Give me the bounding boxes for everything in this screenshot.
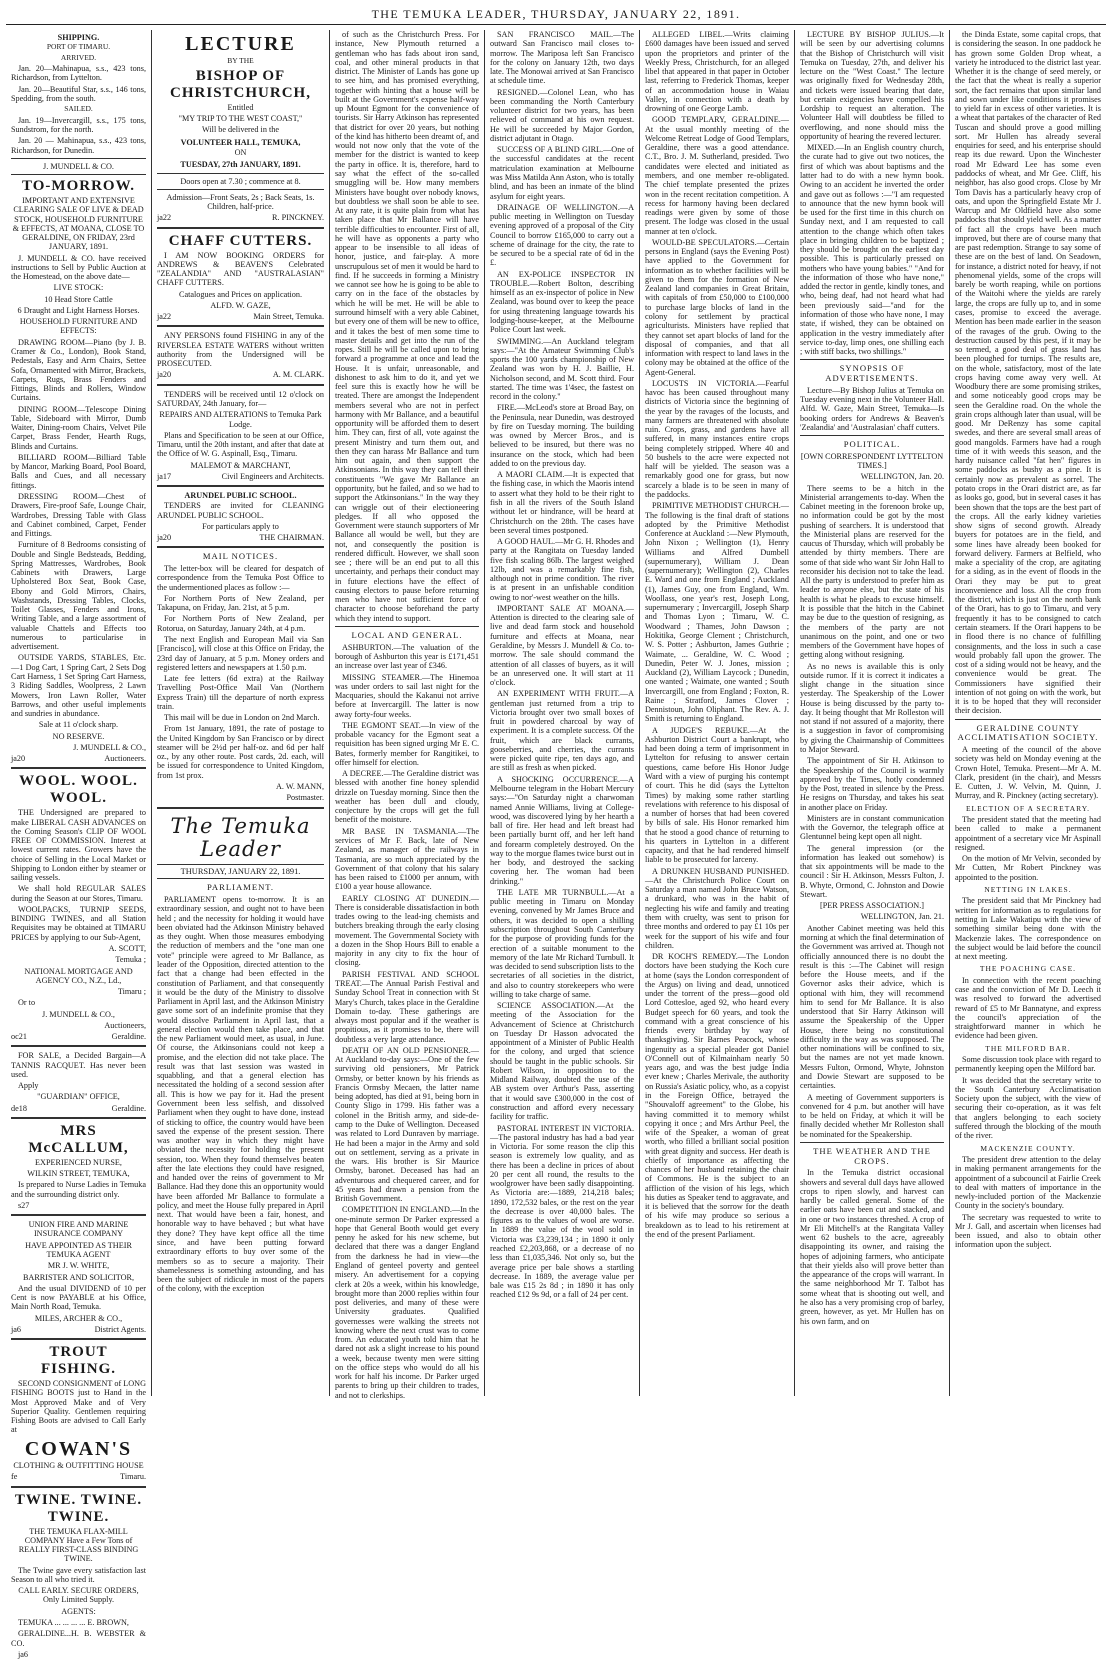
dividend-text: And the usual DIVIDEND of 10 per Cent is now PAYABLE at his Office, Main North Road, Temuka. [11, 1283, 146, 1312]
or-firm: J. MUNDELL & CO., [42, 1009, 115, 1019]
news-item: PASTORAL INTEREST IN VICTORIA.—The pastoral industry has had a bad year in Victoria. For some reason the clip this season is extremely low quality, and as there has been a decline in prices of about 20 per cent all round, the results to the woolgrower have been sadly disappointing. As Victoria are:—1889, 214,218 bales; 1890, 172,532 bales, or the rest on the year the decrease is over 40,000 bales. The figures as to the values of wool are worse. In 1889 the value of the wool sold in Victoria was £3,239,134 ; in 1890 it only reached £2,203,868, or a decrease of no less than £1,035,346. Not only so, but the average price per bale shows a startling decrease. In 1889, the average value per bale was £15 2s 8d ; in 1890 it has only reached £12 9s 9d, or a fall of 24 per cent. [490, 1123, 634, 1300]
editorial-continued: of such as the Christchurch Press. For instance, New Plymouth returned a gentleman who has fads about iron sand, coal, and other mineral products in that district. The Minister of Lands has gone up to see him, and has promised everything, together with hinting that a house will be built at the Government's expense half-way up Mount Egmont for the convenience of tourists. Sir Harry Atkinson has represented that district for over 20 years, but nothing of the kind has hitherto been dreamt of, and would not now only that the vote of the member for the district is wanted to keep the party in office. It is, therefore, hard to say what the effect of the so-called smuggling will be. How many members Ministers have bought over nobody knows, but doubtless we shall soon be able to see. At any rate, it is quite plain from what has taken place that Mr Ballance will have terrible difficulties to encounter. First of all, he will have as opponents a party who appear to be insensible to all ideas of honor, justice, and fair-play. A more unscrupulous set of men it would be hard to find. If he succeeds in forming a Ministry we cannot see how he is going to be able to carry on in the face of the obstacles by which he will be met. He will be able to surround himself with a very able Cabinet, but every one of them will be new to office, and it takes the best of men some time to master details and get into the run of the ropes. Still he will be called upon to bring forward a programme at once and lead the House. It is unfair, unreasonable, and dishonest to ask him to do it, and yet we feel sure this is exactly how he will be treated. There are amongst the Independent members several who are not in perfect harmony with Mr Ballance, and a beautiful opportunity will be afforded them to desert him. They can, first of all, vote against the present Ministry and turn them out, and then they can harass Mr Ballance and turn him out again, and then support the Atkinsonians. In this way they can tell their constituents "We gave Mr Ballance an opportunity, but he failed, and so we had to support the Atkinsonians." In the way they can wriggle out of their electioneering pledges. If all who opposed the Government were staunch supporters of Mr Ballance all would be well, but they are not, and consequently the position is rendered difficult. However, we shall soon see ; there will be an end put to all this uncertainty, and perhaps their conduct may in future elections have the effect of causing electors to pause before returning men who have not sufficient force of character to choose beforehand the party which they intend to support. [335, 30, 479, 623]
news-item: EARLY CLOSING AT DUNEDIN.—There is considerable dissatisfaction in both trades owing to the lead-ing chemists and butchers breaking through the early closing movement. The Governmental Society with a dozen in the Shop Hours Bill to enable a majority in any city to fix the hour of closing. [335, 893, 479, 968]
news-item: SUCCESS OF A BLIND GIRL.—One of the successful candidates at the recent matriculation examination at Melbourne was Miss Matilda Ann Aston, who is totally blind, and has been an inmate of the blind asylum for eight years. [490, 145, 634, 201]
ad-code: ja6 [18, 1649, 29, 1659]
ad-code-line: ja20 THE CHAIRMAN. [157, 533, 324, 543]
political-para: The general impression (or the information has leaked out somehow) is that six appointments will be made to the council : Sir H. Atkinson, Messrs Fulton, J. B. Whyte, Ormond, C. Johnston and Dowie Stewart. [800, 843, 944, 899]
postmaster-name: A. W. MANN, [276, 781, 324, 791]
nmac-place: Timaru ; [117, 987, 146, 997]
news-item: SCIENCE ASSOCIATION.—At the meeting of the Association for the Advancement of Science at Christchurch on Tuesday Dr Hasson advocated the appointment of a Minister of Public Health for the colony, and urged that science should be taught in the public schools. Sir Robert Wilson, in opposition to the Midland Railway, doubted the use of the AB system over Arthur's Pass, asserting that it would save £300,000 in the cost of construction and afford every necessary facility for traffic. [490, 1001, 634, 1122]
apply: Apply [18, 1081, 39, 1091]
ad-code: s27 [18, 1200, 30, 1210]
arrived-heading: ARRIVED. [60, 52, 97, 62]
press-association-heading: [PER PRESS ASSOCIATION.] [820, 901, 924, 911]
nmac: NATIONAL MORTGAGE AND AGENCY CO., N.Z., Ld., [24, 966, 133, 985]
arundel-text: TENDERS are invited for CLEANING ARUNDEL PUBLIC SCHOOL. [157, 501, 324, 520]
stock-line: 10 Head Store Cattle [44, 294, 113, 304]
mail-item: The next English and European Mail via San [Francisco], will close at this Office on Friday, the 23rd day of January, at 5 p.m. Money orders and registered letters and newspapers at 1.50 p.m. [157, 635, 324, 672]
repairs: REPAIRS AND ALTERATIONS to Temuka Park Lodge. [159, 410, 322, 429]
acclimatisation-para: A meeting of the council of the above society was held on Monday evening at the Crown Hotel, Temuka. Present—Mr A. M. Clark, president (in the chair), and Messrs E. Cutten, J. W. Velvin, M. Quinn, J. Murray, and R. Pinckney (acting secretary). [955, 745, 1101, 801]
synopsis-heading: SYNOPSIS OF ADVERTISEMENTS. [825, 363, 919, 383]
gaze-name: ALFD. W. GAZE, [210, 300, 271, 310]
bedrooms: Furniture of 8 Bedrooms consisting of Double and Single Bedsteads, Bedding, Spring Mattresses, Wardrobes, Book Cabinets with Drawers, Large Upholstered Box Seat, Book Case, Ebony and Gold Mirrors, Chairs, Washstands, Dressing Tables, Clocks, Toilet Glasses, Fenders and Irons, Writing Table, and a large assortment of valuable Chattels and Effects too numerous to particularise in advertisement. [11, 540, 146, 652]
news-item: A DECREE.—The Geraldine district was blessed with another fine honey splendid drizzle on Tuesday morning. Since then the weather has been dull and cloudy, conjecture by the crops will get the full benefit of the moisture. [335, 769, 479, 825]
agents-heading: AGENTS: [61, 1606, 96, 1616]
outside-yards: OUTSIDE YARDS, STABLES, Etc. —1 Dog Cart, 1 Spring Cart, 2 Sets Dog Cart Harness, 1 Set Spring Cart Harness, 3 Riding Saddles, Woolpress, 2 Lawn Mowers, Iron Lawn Roller, Water Barrows, and other useful implements and sundries in abundance. [11, 653, 146, 719]
trout-heading: TROUT FISHING. [40, 1344, 117, 1378]
news-item: DEATH OF AN OLD PENSIONER.—At Auckland to-day says:—One of the few surviving old pensioners, Mr Patrick Ormsby, or better known by his friends as Francis Ormsby Mecaen, the latter name being adopted, has died at 91, being born in County Sligo in 1799. His father was a colonel in the British army, and side-de-camp to the Duke of Wellington. Deceased was related to Lord Dunraven by marriage. He had been a major in the Army and sold out on settlement, serving as a private in the wars. His brother is Sir Maurice Ormsby, baronet. Deceased has had an adventurous and chequered career, and for 45 years had drawn a pension from the British Government. [335, 1045, 479, 1204]
acclimatisation-para: The president drew attention to the delay in making permanent arrangements for the appointment of a subcouncil at Fairlie Creek to deal with matters of importance in the newly-included portion of the Mackenzie County in the society's boundary. [955, 1154, 1101, 1211]
by-the: BY THE [227, 55, 254, 65]
news-item: FIRE.—McLeod's store at Broad Bay, on the Peninsula, near Dunedin, was destroyed by fire on Tuesday morning. The building was owned by Mercer Bros., and is believed to be insured, but there was no insurance on the stock, which had been added to on the previous day. [490, 403, 634, 468]
news-item: ALLEGED LIBEL.—Writs claiming £600 damages have been issued and served upon the proprietors and printer of the Weekly Press, Christchurch, for an alleged libel that appeared in that paper in October last, referring to Frederick Thomas, keeper of an accommodation house in Waiau Valley, in connection with a death by drowning of one George Lamb. [645, 30, 789, 114]
news-item: A DRUNKEN HUSBAND PUNISHED.—At the Christchurch Police Court on Saturday a man named John Bruce Watson, a drunkard, who was in the habit of neglecting his wife and family and treating them with cruelty, was sent to prison for three months and ordered to pay £1 10s per week for the support of his wife and four children. [645, 866, 789, 950]
poaching-heading: THE POACHING CASE. [979, 964, 1077, 974]
ad-code: ja20 [11, 754, 26, 764]
lecture-date: TUESDAY, 27th JANUARY, 1891. [180, 160, 301, 170]
political-para: There seems to be a hitch in the Ministerial arrangements to-day. When the Cabinet meeting in the forenoon broke up, no information could be got by the most pushing of searchers. It is understood that the Ministerial plans are reserved for the caucus of Thursday, which will probably be attended by thirty members. There are some of that side who want Sir John Hall to reconsider his decision not to take the lead. All the party is understood to prefer him as leader to anyone else, but the state of his health is what he pleads to excuse himself. It is possible that the hitch in the Cabinet may be due to the question of resigning, as the members of the party are not unanimous on the point, and one or two members of the Government have hopes of getting along without resigning. [800, 483, 944, 660]
sub-agent-place: Temuka ; [115, 955, 146, 965]
news-item: AN EX-POLICE INSPECTOR IN TROUBLE.—Robert Bolton, describing himself as an ex-inspector of police in New Zealand, was bound over to keep the peace for using threatening language towards his lodging-house-keeper, at the Melbourne Police Court last week. [490, 269, 634, 335]
nurse-text: Is prepared to Nurse Ladies in Temuka and the surrounding district only. [11, 1180, 146, 1199]
news-item: DR KOCH'S REMEDY.—The London doctors have been studying the Koch cure at home (says the London correspondent of the Argus) on living and dead, unnoticed under the torrent of the press—good old Lord Cottesloe, aged 92, who heard every Budget speech for 60 years, and took the command with a great conscience of his friends every birthday by way of thanksgiving. Sir Barnes Peacock, whose ingenuity as a special pleader got Daniel O'Connell out of Kilmainham nearly 50 years ago, and was the best judge India ever knew ; Charles Merivale, the authority on Russia's Asiatic policy, who, as a copyist in the Foreign Office, betrayed the "Shouvaloff agreement" to the Globe, his having committed it to memory whilst copying it once ; and Mrs Arthur Peel, the wife of the Speaker, a woman of great worth, who filled a brilliant social position with great dignity and success. Her death is chiefly of importance as affecting the chances of her husband retaining the chair of Commons. He is the subject to an affliction of the vision of his legs, which his duties as Speaker tend to aggravate, and it is believed that the sorrow for the death of his wife may produce so serious a breakdown as to lead to his retirement at the end of the present Parliament. [645, 952, 789, 1239]
news-item: COMPETITION IN ENGLAND.—In the one-minute sermon Dr Parker expressed a hope that General Booth would get every penny he asked for his new scheme, but declared that there was a danger England from the darkness he had in view—the England of genteel poverty and genteel misery. An advertisement for a copying clerk at 20s a week, within his knowledge, brought more than 2000 replies within four post deliveries, and many of these were University graduates. Qualified governesses were walking the streets not knowing where the next crust was to come from. An educated youth told him that he dared not ask a slight increase to his pound a week, because twenty men were sitting on the office steps who would do all his work for half his income. Dr Parker urged parents to bring up their children to trades, and not to clerkships. [335, 1205, 479, 1400]
masthead: THE TEMUKA LEADER, THURSDAY, JANUARY 22, 1891. [6, 4, 1106, 25]
news-item: LOCUSTS IN VICTORIA.—Fearful havoc has been caused throughout many districts of Victoria since the beginning of the year by the ravages of the locusts, and many farmers are threatened with absolute ruin. Crops, grass, and gardens have all suffered, in many instances entire crops being completely stripped. Where 40 and 50 bushels to the acre were expected not half will be yielded. The season was a remarkably good one for grass, but now scarcely a blade is to be seen in many of the paddocks. [645, 378, 789, 500]
weather-text: In the Temuka district occasional showers and several dull days have allowed crops to ripen slowly, and harvest can hardly be called general. Some of the earlier oats have been cut and stacked, and in one or two instances threshed. A crop of Mr Eli Mitchell's at the Rangitata Valley went 62 bushels to the acre, agreeably disappointing its owner, and raising the hopes of adjoining farmers, who anticipate that their yields also will prove better than the appearance of the crops will warrant. In the same neighborhood Mr T. Talbot has some wheat that is shooting out well, and he also has a very promising crop of barley, green, however, as yet. Mr Hullen has on his own farm, and on [800, 1168, 944, 1326]
news-item: A JUDGE'S REBUKE.—At the Ashburton District Court a bankrupt, who had been doing a term of imprisonment in Lyttelton for refusing to answer certain questions, came before His Honor Judge Ward with a view of purging his contempt of court. This he did (says the Lyttelton Times) by making some rather startling revelations with reference to his disposal of a number of horses that had been covered by bills of sale. His Honor remarked him that he stood a good chance of returning to his quarters in Lyttelton in a different capacity, and that he had rendered himself liable to be prosecuted for larceny. [645, 725, 789, 865]
delivered: Will be delivered in the [202, 125, 279, 135]
furniture-heading: HOUSEHOLD FURNITURE AND EFFECTS: [19, 317, 138, 336]
column-4 [485, 30, 640, 1396]
news-item: WOULD-BE SPECULATORS.—Certain persons in England (says the Evening Post) have applied to the Government for information as to whether facilities will be given to them for the formation of New Zealand land companies in Great Britain, with capitals of from £50,000 to £100,000 to purchase large blocks of land in the colony for settlement by practical agriculturists. Ministers have replied that they cannot set apart blocks of land for the disposal of companies, and that all information with respect to land laws in the colony may be obtained at the office of the Agent-General. [645, 237, 789, 377]
sale-description: IMPORTANT AND EXTENSIVE CLEARING SALE OF LIVE & DEAD STOCK, HOUSEHOLD FURNITURE & EFFECTS, AT MOANA, CLOSE TO GERALDINE, ON FRIDAY, 23rd JANUARY, 1891. [12, 196, 145, 252]
no-reserve: NO RESERVE. [52, 731, 105, 741]
acclimatisation-para: On the motion of Mr Velvin, seconded by Mr Cutten, Mr Robert Pinckney was appointed to the position. [955, 854, 1101, 882]
sailed-heading: SAILED. [64, 104, 93, 114]
tenders-text-2: Plans and Specification to be seen at our Office, Timaru, until the 20th instant, and after that date at the Office of W. G. Aspinall, Esq., Timaru. [157, 430, 324, 459]
trout-text: SECOND CONSIGNMENT of LONG FISHING BOOTS just to Hand in the Most Approved Make and of Very Superior Quality. Gentlemen requiring Fishing Boots are advised to Call Early at [11, 1378, 146, 1435]
news-item: IMPORTANT SALE AT MOANA.—Attention is directed to the clearing sale of live and dead farm stock and household furniture and effects at Moana, near Geraldine, by Messrs J. Mundell & Co. to-morrow. The sale should command the attention of all classes of buyers, as it will be an unreserved one. It will start at 11 o'clock. [490, 603, 634, 688]
ad-code-line: fe Timaru. [11, 1472, 146, 1482]
news-item: PRIMITIVE METHODIST CHURCH.—The following is the final draft of stations adopted by the Primitive Methodist Conference at Auckland :—New Plymouth, John Nixon ; Wellington (1), Henry Williams and Alfred Dumbell (supernumerary), William J. Dean (supernumerary); Wellington (2), Charles E. Ward and one from England ; Auckland (1), James Guy, one from England, Wm. Woollass, one year's rest, Joseph Long, supernumerary ; Invercargill, Joseph Sharp and Thomas Lyon ; Timaru, W. C. Woodward ; Thames, John Dawson ; Hokitika, George Clement ; Christchurch, W. S. Potter ; Ashburton, James Guthrie ; Waimate, ... Geraldine, W. C. Wood ; Dunedin, Peter W. J. Jones, mission ; Auckland (2), William Laycock ; Dunedin, one wanted ; Waimate, one wanted ; South Invercargill, one from England ; Foxton, R. Raine ; Stratford, James Clover ; Dennistoun, John Oliphant. The Rev. A. J. Smith is returning to England. [645, 501, 789, 724]
call-early: CALL EARLY. SECURE ORDERS, Only Limited Supply. [18, 1586, 139, 1605]
news-item: SWIMMING.—An Auckland telegram says:—"At the Amateur Swimming Club's sports the 100 yards championship of New Zealand was won by H. J. Baillie, H. Nicholson second, and M. Scott third. Four started. The time was 1'4sec, the fastest on record in the colony." [490, 336, 634, 402]
acclimatisation-para: In connection with the recent poaching case and the conviction of Mr D. Leech it was resolved to forward the advertised reward of £5 to Mr Bannatyne, and express the council's appreciation of the straightforward manner in which he evidence had been given. [955, 975, 1101, 1041]
ad-code-line: ja20 A. M. CLARK. [157, 370, 324, 380]
tenders-text: TENDERS will be received until 12 o'clock on SATURDAY, 24th January, for— [157, 389, 324, 408]
synopsis-text: Lecture—By Bishop Julius at Temuka on Tuesday evening next in the Volunteer Hall. Alfd. W. Gaze, Main Street, Temuka—Is booking orders for Andrews & Beaven's 'Zealandia' and 'Australasian' chaff cutters. [800, 385, 944, 432]
dining-room: DINING ROOM—Telescope Dining Table, Sideboard with Mirror, Dumb Waiter, Dining-room Chairs, Velvet Pile Carpet, Brass Fender, Hearth Rugs, Blinds and Curtains. [11, 404, 146, 451]
nurse-title: EXPERIENCED NURSE, [35, 1157, 122, 1167]
sale-intro: J. MUNDELL & CO. have received instructions to Sell by Public Auction at the Homestead, on the above date— [11, 253, 146, 282]
entitled: Entitled [227, 102, 254, 112]
auctioneer-firm: J. MUNDELL & CO., [73, 742, 146, 752]
wool-text-2: We shall hold REGULAR SALES during the Season at our Stores, Timaru. [11, 884, 146, 903]
acclimatisation-para: It was decided that the secretary write to the South Canterbury Acclimatisation Society upon the subject, with the view of securing their co-operation, as it was felt that anglers belonging to each society suffered through the blocking of the mouth of the river. [955, 1075, 1101, 1141]
lecture-title: "MY TRIP TO THE WEST COAST," [178, 114, 303, 124]
mail-item: The letter-box will be cleared for despatch of correspondence from the Temuka Post Office to the undermentioned places as follow :— [157, 564, 324, 592]
dateline: WELLINGTON, Jan. 20. [860, 472, 944, 482]
news-item: A GOOD HAUL.—Mr G. H. Rhodes and party at the Rangitata on Tuesday landed five fish scaling 86lb. The largest weighed 12lb, and was a remarkably fine fish, although not in prime condition. The river is at present in an unfishable condition owing to nor'-west weather on the hills. [490, 537, 634, 602]
newspaper-page [6, 4, 1106, 1659]
cowan-sub: CLOTHING & OUTFITTING HOUSE [13, 1461, 144, 1471]
fishing-notice: ANY PERSONS found FISHING in any of the RIVERSLEA ESTATE WATERS without written authority from the Undersigned will be PROSECUTED. [157, 331, 324, 369]
for-sale-ad: FOR SALE, a Decided Bargain—A TANNIS RACQUET. Has never been used. [11, 1051, 146, 1079]
agent-line: GERALDINE...H. B. WEBSTER & CO. [11, 1629, 146, 1648]
news-item: SAN FRANCISCO MAIL.—The outward San Francisco mail closes to-morrow. The Mariposa left San Francisco for the colony on January 12th, two days late. The Monowai arrived at San Francisco at schedule time. [490, 30, 634, 86]
hall-name: VOLUNTEER HALL, TEMUKA, [180, 137, 301, 147]
dressing-room: DRESSING ROOM—Chest of Drawers, Fire-proof Safe, Lounge Chair, Wardrobes, Dressing Table with Glass and Cabinet combined, Carpet, Fender and Fittings. [11, 491, 146, 539]
acclimatisation-para: Some discussion took place with regard to permanently keeping open the Milford bar. [955, 1055, 1101, 1074]
woolpacks-text: WOOLPACKS, TURNIP SEEDS, BINDING TWINES, and all Station Requisites may be obtained at TIMARU PRICES by applying to our Sub-Agent, [11, 904, 146, 942]
mail-item: From 1st January, 1891, the rate of postage to the United Kingdom by San Francisco or by direct steamer will be 2½d per half-oz. and 6d per half oz., by any other route. Post cards, 2d. each, will be issued for correspondence to United Kingdom, from 1st prox. [157, 724, 324, 780]
mail-item: For Northern Ports of New Zealand, per Rotorua, on Saturday, January 24th, at 4 p.m. [157, 614, 324, 633]
ad-code-line: de18 Geraldine. [11, 1103, 146, 1113]
acclimatisation-para: The president said that Mr Pinckney had written for information as to regulations for netting in Lake Wakatipu with the view of something similar being done with the Mackenzie lakes. The correspondence on the subject would be laid before the council at next meeting. [955, 896, 1101, 962]
chaff-heading: CHAFF CUTTERS. [168, 232, 313, 249]
wool-text: THE Undersigned are prepared to make LIBERAL CASH ADVANCES on the Coming Season's CLIP OF WOOL FREE OF COMMISSION. Interest at lowest current rates. Growers have the choice of Selling in the Local Market or Shipping to London either by steamer or sailing vessels. [11, 808, 146, 883]
port-heading: PORT OF TIMARU. [46, 42, 111, 52]
dateline: WELLINGTON, Jan. 21. [860, 912, 944, 922]
arrived-line: Jan. 20—Beautiful Star, s.s., 146 tons, Spedding, from the south. [11, 84, 146, 103]
miles-archer: MILES, ARCHER & CO., [34, 1313, 123, 1323]
local-general-heading: LOCAL AND GENERAL. [351, 630, 463, 640]
news-item: A SHOCKING OCCURRENCE.—A Melbourne telegram in the Hobart Mercury says:—"On Saturday night a charwoman named Annie Williams, living at College-wood, was discovered lying by her hearth a ball of fire. Her head and left breast had been partially burnt off, and her left hand and forearm completely destroyed. On the way to the morgue flames twice burst out in her body, and destroyed the sacking covering her. The woman had been drinking." [490, 774, 635, 886]
netting-heading: NETTING IN LAKES. [984, 884, 1072, 894]
postmaster-role: Postmaster. [286, 793, 324, 803]
political-heading: POLITICAL. [843, 439, 901, 450]
arundel-heading: ARUNDEL PUBLIC SCHOOL. [184, 491, 297, 501]
union-text: HAVE APPOINTED AS THEIR TEMUKA AGENT [25, 1240, 132, 1259]
stock-line: 6 Draught and Light Harness Horses. [17, 305, 140, 315]
political-para: As no news is available this is only outside rumor. If it is correct it indicates a slight change in the situation since yesterday. The Speakership of the Lower House is being discussed by the party to-day. It being thought that Mr Rolleston will not stand if not assured of a majority, there is a suggestion in favor of compromising by giving the Chairmanship of Committees to Major Steward. [800, 661, 944, 754]
twine-heading: TWINE. TWINE. TWINE. [14, 1491, 143, 1525]
auctioneer-role: ja20 Auctioneers. [11, 754, 146, 764]
admission: Admission—Front Seats, 2s ; Back Seats, 1s. Children, half-price. [166, 192, 315, 212]
paper-date: THURSDAY, JANUARY 22, 1891. [157, 864, 324, 879]
twine-text: THE TEMUKA FLAX-MILL COMPANY Have a Few Tons of REALLY FIRST-CLASS BINDING TWINE. [18, 1526, 139, 1564]
live-stock-heading: LIVE STOCK: [53, 283, 104, 293]
sailed-line: Jan. 19—Invercargill, s.s., 175 tons, Sundstrom, for the north. [11, 115, 146, 134]
sale-time: Sale at 11 o'clock sharp. [38, 720, 119, 730]
news-item: RESIGNED.—Colonel Lean, who has been commanding the North Canterbury volunteer district for two years, has been relieved of command at his own request. He will be succeeded by Major Gordon, district adjutant in Otago. [490, 87, 634, 143]
column-7 [950, 30, 1106, 1396]
milford-heading: THE MILFORD BAR. [985, 1043, 1071, 1053]
guardian-office: "GUARDIAN" OFFICE, [37, 1092, 120, 1102]
white-name: MR J. W. WHITE, [47, 1261, 110, 1271]
parliament-text: PARLIAMENT opens to-morrow. It is an extraordinary session, and ought not to have been held ; and the necessity for holding it would have been obviated had the Atkinson Ministry behaved as they ought. When those measures embodying the reduction of members and the "one man one vote" principle were agreed to Mr Ballance, as leader of the Opposition, directed attention to the fact that a change had been effected in the constitution of Parliament, and that consequently it would be the duty of the Ministry to dissolve Parliament in April last, and the Atkinson Ministry gave some sort of an indefinite promise that they would dissolve Parliament in April last, that a general election would then take place, and that the new Parliament would meet, as usual, in June. Of course, the Atkinsonians could not keep a promise, and the election did not take place. The result was that last session was wasted in squabbling, and that a general election has necessitated the holding of a second session after all. This is how we pay for it. Had the present Government been less selfish, and dissolved Parliament when they ought to have done, instead of sticking to office, the country would have been saved the expense of the present session. There was another way in which they might have obviated the necessity for holding the present session, too. When they found themselves beaten after the late elections they could have resigned, and handed over the reins of government to Mr Ballance. Had they done this an opportunity would have been afforded Mr Ballance to formulate a policy, and meet the House fully prepared in April next. That would have been a fair, honest, and honorable way to have behaved ; but what have they done? They have kept office all the time since, and have been putting forward extraordinary efforts to buy over some of the members so as to secure a majority. Their shamelessness is something astounding, and has been the subject of ridicule in most of the papers of the colony, with the exception [157, 895, 324, 1294]
ad-code-line: ja22 R. PINCKNEY. [157, 213, 324, 223]
wilkin-street: WILKIN STREET, TEMUKA, [27, 1169, 130, 1179]
column-6 [795, 30, 950, 1396]
acclimatisation-para: The secretary was requested to write to Mr J. Gall, and ascertain when licenses had been issued, and also to obtain other information upon the subject. [955, 1212, 1101, 1250]
news-item: AN EXPERIMENT WITH FRUIT.—A gentleman just returned from a trip to Victoria brought over two small boxes of fruit in powdered charcoal by way of experiment. It is a complete success. Of the fruit, which are black currants, gooseberries, and cherries, the currants were picked quite ripe, ten days ago, and are still as fresh as when picked. [490, 689, 634, 773]
twine-text-2: The Twine gave every satisfaction last Season to all who tried it. [11, 1565, 146, 1584]
agent-line: TEMUKA ... ... ... ... E. BROWN, [18, 1617, 129, 1627]
ad-code-line: ja22 Main Street, Temuka. [157, 312, 324, 322]
barrister: BARRISTER AND SOLICITOR, [22, 1272, 135, 1282]
mail-item: For Northern Ports of New Zealand, per Takapuna, on Friday, Jan. 21st, at 5 p.m. [157, 593, 324, 613]
union-heading: UNION FIRE AND MARINE INSURANCE COMPANY [28, 1220, 129, 1239]
or-role: Auctioneers, [104, 1020, 146, 1030]
secretary-heading: ELECTION OF A SECRETARY. [965, 803, 1091, 813]
arundel-text-2: For particulars apply to [202, 521, 279, 531]
weather-heading: THE WEATHER AND THE CROPS. [813, 1145, 931, 1166]
tomorrow-heading: TO-MORROW. [22, 178, 135, 195]
mail-heading: MAIL NOTICES. [202, 551, 279, 562]
news-item: ASHBURTON.—The valuation of the borough of Ashburton this year is £171,451 an increase over last year of £346. [335, 642, 479, 671]
ad-code-line: ja17 Civil Engineers and Architects. [157, 471, 324, 481]
news-item: GOOD TEMPLARY, GERALDINE.—At the usual monthly meeting of the Welcome Retreat Lodge of Good Templars, Geraldine, there was a good attendance. C.T., Bro. J. M. Sutherland, presided. Two candidates were elected and initiated as members, and one member re-obligated. The chief template presented the prizes won in the recent recitation competition. A recess for harmony having been declared readings were given by some of those present. The lodge was closed in the usual manner at ten o'clock. [645, 115, 789, 236]
on: ON [234, 148, 247, 157]
mail-item: Late fee letters (6d extra) at the Railway Travelling Post-Office Mail Van (Northern Express Train) till the departure of north express train. [157, 674, 324, 711]
weather-continued: the Dinda Estate, some capital crops, that is considering the season. In one paddock he has grown some Golden Drop wheat, a variety he introduced to the district last year. Whether it is the change of seed merely, or the fact that the wheat is really a superior sort, the fact remains that upon similar land and sown under like conditions it promises to yield far in excess of other varieties. It is a wheat that partakes of the character of Red Tuscan and should prove a good milling sort. Mr Hullen has already several enquiries for seed, and his enterprise should reap its due reward. Upon the Winchester road Mr Edward Lee has some even paddocks of wheat, and Mr Gee. Cliff, his neighbor, has also good crops. Close by Mr Tom Davis has a particularly heavy crop of oats, and upon the Springfield Estate Mr J. Warcup and Mr Oldfield have also some paddocks that should yield well. As a matter of fact all the crops have been much improved, but there are of course many that are past redemption. Strange to say some of these are on the best of land. On Seadown, for instance, a district noted for heavy, if not phenomenal yields, some of the crops will barely be worth reaping, while on portions of the Waitohi where the yields are rarely large, the crops are fully up to, and in some cases, promise to exceed the average. Mention has been made earlier in the season of the ravages of the grub. Owing to the destruction caused by this pest, if it may be so termed, a good deal of grass land has been ploughed for turnips. The results are, on the whole, satisfactory, most of the late crops having come away very well. At Woodbury there are some promising strikes, and some noticeably good crops may be seen the Geraldine road. On the whole the grain crops although later than usual, will be good. Mr DeRenzy has some capital swedes, and there are several small areas of good mangolds. Farmers have had a rough time of it with weeds this season, and the hardy nuisance called "fat hen" figures in some paddocks as bushy as a pine. It is certainly now as prevalent as sorrel. The potato crops in the Orari district are, as far as looks go, good, but in several cases it has been shown that the tops are the best part of the crops. All the early kidney varieties show signs of second growth. Already buyers for potatoes are in the field, and some lines have already been booked for forward delivery. Farmers at Belfield, who make a speciality of the crop, are agitating for a siding, as in the event of floods in the Orari they may be put to great inconvenience and loss. All the crop from the district, which is just on the north bank of the Orari, has to go to Timaru, and very frequently it has to be consigned to catch certain steamers. If the Orari happens to be in flood there is no chance of fulfilling consignments, and the loss in such a case would probably fall upon the grower. The cost of a siding would not be heavy, and the convenience would be great. The Commissioners have signified their intention of not going on with the work, but it is to be hoped that they will reconsider their decision. [955, 30, 1101, 716]
ad-code-line: oc21 Geraldine. [11, 1032, 146, 1042]
political-para: Ministers are in constant communication with the Governor, the telegraph office at Glentunnel being kept open all night. [800, 813, 944, 842]
sale-firm: J. MUNDELL & CO. [43, 161, 114, 171]
news-item: THE EGMONT SEAT.—In view of the probable vacancy for the Egmont seat a requisition has been signed urging Mr E. C. Bates, formerly member for Rangitikei, to offer himself for election. [335, 720, 479, 767]
doors-open: Doors open at 7.30 ; commence at 8. [180, 176, 301, 186]
column-2 [152, 30, 330, 1396]
news-item: MISSING STEAMER.—The Hinemoa was under orders to sail last night for the Macquaries, should the Kakanui not arrive before at Invercargill. The latter is now away forty-four weeks. [335, 672, 479, 719]
correspondent-heading: [OWN CORRESPONDENT LYTTELTON TIMES.] [800, 451, 944, 470]
chaff-text-2: Catalogues and Prices on application. [178, 289, 302, 299]
news-item: PARISH FESTIVAL AND SCHOOL TREAT.—The Annual Parish Festival and Sunday School Treat in connection with St Mary's Church, takes place in the Geraldine Domain to-day. These gatherings are always most popular and if the weather is propitious, as it promises to be, there will doubtless a very large attendance. [335, 969, 479, 1044]
mackenzie-heading: MACKENZIE COUNTY. [980, 1143, 1076, 1153]
lecture-heading: LECTURE [185, 33, 296, 55]
news-item: THE LATE MR TURNBULL.—At a public meeting in Timaru on Monday evening, convened by Mr James Bruce and others, it was decided to open a shilling subscription throughout South Canterbury for the purpose of providing funds for the erection of a suitable monument to the memory of the late Mr Richard Turnbull. It was decided to send subscription lists to the secretaries of all societies in the district, and also to country storekeepers who were willing to take charge of same. [490, 887, 634, 999]
political-para: The appointment of Sir H. Atkinson to the Speakership of the Council is warmly approved by the Times, hotly condemned by the Post, treated in silence by the Press. He resigns on Thursday, and takes his seat in another place on Friday. [800, 756, 944, 812]
or-to: Or to [18, 998, 36, 1008]
news-item: MIXED.—In an English country church, the curate had to give out two notices, the first of which was about baptisms and the latter had to do with a new hymn book. Owing to an accident he inverted the order and gave out as follows :—"I am requested to announce that the new hymn book will be used for the first time in this church on Sunday next, and I am requested to call attention to the change which often takes place in bringing children to be baptized ; they should be brought on the earliest day possible. This is particularly pressed on mothers who have young babies." "And for the information of those who have none," added the rector in gentle, kindly tones, and who, being deaf, had not heard what had been previously said—"and for the information of those who have none, I may state, if wished, they can be obtained on application in the vestry immediately after service to-day, limp ones, one shilling each ; with stiff backs, two shillings." [800, 143, 944, 357]
column-3 [330, 30, 485, 1400]
shipping-heading: SHIPPING. [57, 33, 100, 42]
marchant: MALEMOT & MARCHANT, [190, 460, 291, 470]
ad-code-line: ja6 District Agents. [11, 1324, 146, 1334]
cowan-heading: COWAN'S [24, 1437, 133, 1460]
political-para: A meeting of Government supporters is convened for 4 p.m. but another will have to be held on Friday, at which it will be finally decided whether Mr Rolleston shall be nominated for the Speakership. [800, 1092, 944, 1139]
arrived-line: Jan. 20—Mahinapua, s.s., 423 tons, Richardson, from Lyttelton. [11, 64, 146, 83]
billiard-room: BILLIARD ROOM—Billiard Table by Mancor, Marking Board, Pool Board, Balls and Cues, and all necessary fittings. [11, 452, 146, 490]
drawing-room: DRAWING ROOM—Piano (by J. B. Cramer & Co., London), Book Stand, Pedestals, Easy and Arm Chairs, Settee Sofa, Ornamented with Mirror, Brackets, Carpets, Rugs, Brass Fenders and Fittings, Blinds and Rollers, Window Curtains. [11, 337, 146, 403]
sub-agent: A. SCOTT, [108, 944, 146, 953]
news-item: DRAINAGE OF WELLINGTON.—A public meeting in Wellington on Tuesday evening approved of a proposal of the City Council to borrow £165,000 to carry out a scheme of drainage for the city, the rate to be secured to be a special rate of 6d in the £. [490, 202, 634, 268]
sailed-line: Jan. 20 — Mahinapua, s.s., 423 tons, Richardson, for Dunedin. [11, 136, 146, 155]
mail-item: This mail will be due in London on 2nd March. [164, 713, 320, 723]
news-item: A MAORI CLAIM.—It is expected that the fishing case, in which the Maoris intend to assert what they hold to be their right to fish in all the rivers of the South Island without let or hindrance, will be heard at Christchurch on the 28th. The cases have been several times postponed. [490, 470, 634, 535]
mccallum-heading: MRS McCALLUM, [28, 1122, 129, 1156]
columns [6, 30, 1106, 1659]
paper-title: The Temuka Leader [170, 813, 311, 862]
wool-heading: WOOL. WOOL. WOOL. [19, 773, 138, 807]
acclimatisation-heading: GERALDINE COUNTY ACCLIMATISATION SOCIETY. [957, 722, 1099, 743]
news-item: MR BASE IN TASMANIA.—The services of Mr F. Back, late of New Zealand, as manager of the railways in Tasmania, are so much appreciated by the Government of that colony that his salary has been raised to £1000 per annum, with £100 a year house allowance. [335, 826, 479, 892]
political-para: Another Cabinet meeting was held this morning at which the final determination of the Government was arrived at. Though not officially announced there is no doubt the result is this :—The Cabinet will resign before the House meets, and if the Governor asks their advice, which is optional with him, they will recommend him to send for Mr Ballance. It is also understood that Sir Harry Atkinson will assume the Speakership of the Upper House, there being no constitutional difficulty in the way as was supposed. The other nominations will be confined to six, but the names are not yet made known. Messrs Fulton, Ormond, Whyte, Johnston and Dowie Stewart are supposed to be certainties. [800, 923, 944, 1091]
chaff-text: I AM NOW BOOKING ORDERS for ANDREWS & BEAVEN'S Celebrated "ZEALANDIA" AND "AUSTRALASIAN" CHAFF CUTTERS. [157, 250, 324, 288]
parliament-heading: PARLIAMENT. [206, 882, 275, 893]
acclimatisation-para: The president stated that the meeting had been called to make a permanent appointment of a secretary vice Mr Aspinall resigned. [955, 815, 1101, 852]
bishop-heading: BISHOP OF CHRISTCHURCH, [170, 68, 311, 101]
column-1 [6, 30, 152, 1659]
column-5 [640, 30, 795, 1396]
news-item: LECTURE BY BISHOP JULIUS.—It will be seen by our advertising columns that the Bishop of Christchurch will visit Temuka on Tuesday, 27th, and deliver his lecture on the "West Coast." The lecture was originally fixed for Wednesday 28th, and tickets were issued bearing that date, but certain exigencies have compelled his Lordship to request an alteration. The Volunteer Hall will doubtless be filled to overflowing, and none should miss the opportunity of hearing the revered lecturer. [800, 30, 944, 141]
